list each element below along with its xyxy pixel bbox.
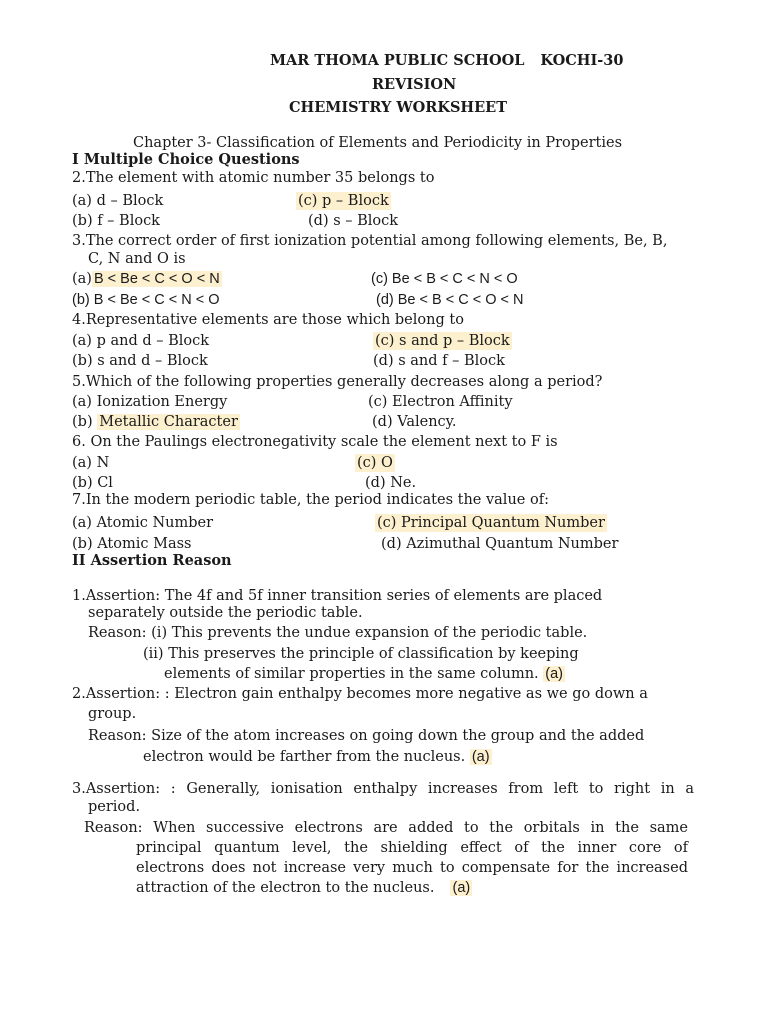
q3-option-a (72, 270, 222, 288)
question-7: 7.In the modern periodic table, the period indicates the value of: (72, 492, 549, 508)
q7-option-b: (b) Atomic Mass (72, 536, 192, 552)
ar2-reason: Reason: Size of the atom increases on going down the group and the added (88, 728, 645, 744)
q4-option-b: (b) s and d – Block (72, 353, 208, 369)
ar1-reason-ii: (ii) This preserves the principle of classification by keeping (143, 646, 579, 662)
q7-option-a: (a) Atomic Number (72, 515, 214, 531)
ar3-reason-text: attraction of the electron to the nucleus. (136, 880, 435, 896)
school-title: MAR THOMA PUBLIC SCHOOL (270, 52, 525, 69)
ar1-assertion-cont: separately outside the periodic table. (88, 605, 363, 621)
ar3-reason-l2: principal quantum level, the shielding effect of the inner core of (136, 840, 688, 856)
q3-option-c: (c) Be < B < C < N < O (371, 271, 518, 287)
q3-option-d: (d) Be < B < C < O < N (376, 292, 524, 308)
q3-option-a-prefix: (a) (72, 271, 92, 287)
revision-title: REVISION (372, 76, 457, 93)
q5-option-b (72, 413, 240, 431)
ar3-assertion-cont: period. (88, 799, 141, 815)
q3-option-b: (b) B < Be < C < N < O (72, 292, 220, 308)
ar2-reason-text: electron would be farther from the nucleus. (143, 749, 466, 765)
ar3-reason-l4 (136, 879, 472, 897)
q6-option-a: (a) N (72, 455, 110, 471)
question-3: 3.The correct order of first ionization potential among following elements, Be, B, (72, 233, 668, 249)
q5-option-d: (d) Valency. (372, 414, 457, 430)
ar1-reason-text: elements of similar properties in the same column. (164, 666, 539, 682)
q4-option-a: (a) p and d – Block (72, 333, 210, 349)
section-2-heading: II Assertion Reason (72, 552, 232, 569)
q2-option-b: (b) f – Block (72, 213, 160, 229)
ar3-reason: Reason: When successive electrons are added to the orbitals in the same (84, 820, 688, 836)
question-5: 5.Which of the following properties generally decreases along a period? (72, 374, 603, 390)
q5-option-b-answer: Metallic Character (99, 414, 238, 430)
question-2: 2.The element with atomic number 35 belongs to (72, 170, 435, 186)
ar3-assertion: 3.Assertion: : Generally, ionisation enthalpy increases from left to right in a (72, 781, 694, 797)
ar2-assertion: 2.Assertion: : Electron gain enthalpy becomes more negative as we go down a (72, 686, 648, 702)
q6-option-c-answer: (c) O (357, 455, 393, 471)
section-1-heading: I Multiple Choice Questions (72, 151, 300, 168)
q7-option-d: (d) Azimuthal Quantum Number (381, 536, 619, 552)
question-3-cont: C, N and O is (88, 251, 186, 267)
q5-option-c: (c) Electron Affinity (368, 394, 513, 410)
q2-option-a: (a) d – Block (72, 193, 164, 209)
q3-option-a-answer: B < Be < C < O < N (93, 271, 220, 287)
q7-option-c-answer: (c) Principal Quantum Number (377, 515, 605, 531)
chapter-title: Chapter 3- Classification of Elements and Periodicity in Properties (133, 135, 623, 151)
q6-option-d: (d) Ne. (365, 475, 417, 491)
ar2-reason-cont (143, 748, 492, 766)
ar3-reason-l3: electrons does not increase very much to compensate for the increased (136, 860, 688, 876)
ar1-reason-ii-cont (164, 665, 565, 683)
ar1-assertion: 1.Assertion: The 4f and 5f inner transition series of elements are placed (72, 588, 603, 604)
school-name (270, 52, 624, 70)
ar1-answer: (a) (545, 666, 564, 682)
q5-option-a: (a) Ionization Energy (72, 394, 228, 410)
q4-option-c-answer: (c) s and p – Block (375, 333, 510, 349)
q4-option-d: (d) s and f – Block (373, 353, 505, 369)
school-location: KOCHI-30 (540, 52, 624, 69)
q6-option-b: (b) Cl (72, 475, 113, 491)
q5-option-b-prefix: (b) (72, 414, 93, 430)
ar2-assertion-cont: group. (88, 706, 137, 722)
ar3-answer: (a) (452, 880, 471, 896)
q2-option-c-answer: (c) p – Block (298, 193, 389, 209)
q2-option-d: (d) s – Block (308, 213, 399, 229)
ar2-answer: (a) (471, 749, 490, 765)
question-4: 4.Representative elements are those which belong to (72, 312, 464, 328)
ar1-reason: Reason: (i) This prevents the undue expansion of the periodic table. (88, 625, 588, 641)
worksheet-title: CHEMISTRY WORKSHEET (289, 99, 508, 116)
question-6: 6. On the Paulings electronegativity scale the element next to F is (72, 434, 558, 450)
